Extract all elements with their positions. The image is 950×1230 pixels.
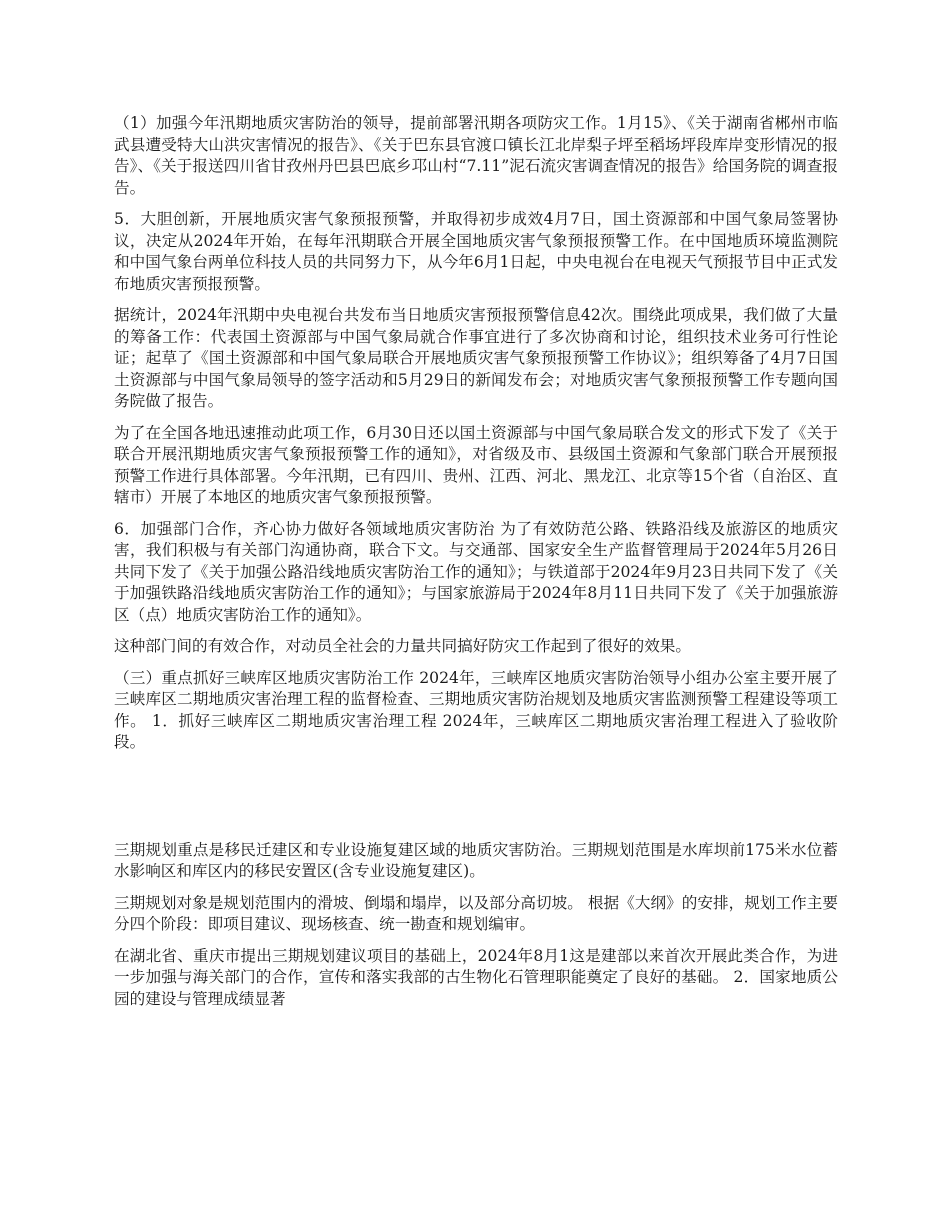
paragraph-cooperation-effect: 这种部门间的有效合作，对动员全社会的力量共同搞好防灾工作起到了很好的效果。 [114,637,691,655]
paragraph-statistics: 据统计，2024年汛期中央电视台共发布当日地质灾害预报预警信息42次。围绕此项成果，我们做了大量的筹备工作：代表国土资源部与中国气象局就合作事宜进行了多次协商和讨论，组织技术业务可行性论证；起草了《国土资源部和中国气象局联合开展地质灾害气象预报预警工作协议》；组织筹备了4月7日国土资源部与中国气象局领导的签字活动和5月29日的新闻发布会；对地质灾害气象预报预警工作专题向国务院做了报告。 [114,306,838,410]
paragraph-hubei-chongqing: 在湖北省、重庆市提出三期规划建议项目的基础上，2024年8月1这是建部以来首次开展此类合作，为进一步加强与海关部门的合作，宣传和落实我部的古生物化石管理职能奠定了良好的基础。 2．国家地质公园的建设与管理成绩显著 [114,946,838,1008]
paragraph-three-gorges: （三）重点抓好三峡库区地质灾害防治工作 2024年，三峡库区地质灾害防治领导小组办公室主要开展了三峡库区二期地质灾害治理工程的监督检查、三期地质灾害防治规划及地质灾害监测预警工程建设等项工作。 1．抓好三峡库区二期地质灾害治理工程 2024年，三峡库区二期地质灾害治理工程进入了验收阶段。 [114,668,838,751]
paragraph-flood-season-leadership: （1）加强今年汛期地质灾害防治的领导，提前部署汛期各项防灾工作。1月15》、《关于湖南省郴州市临武县遭受特大山洪灾害情况的报告》、《关于巴东县官渡口镇长江北岸梨子坪至稻场坪段库岸变形情况的报告》、《关于报送四川省甘孜州丹巴县巴底乡邛山村“7.11”泥石流灾害调查情况的报告》给国务院的调查报告。 [114,114,838,197]
paragraph-phase-three-focus: 三期规划重点是移民迁建区和专业设施复建区域的地质灾害防治。三期规划范围是水库坝前175米水位蓄水影响区和库区内的移民安置区(含专业设施复建区)。 [114,840,838,880]
paragraph-department-cooperation: 6．加强部门合作，齐心协力做好各领域地质灾害防治 为了有效防范公路、铁路沿线及旅游区的地质灾害，我们积极与有关部门沟通协商，联合下文。与交通部、国家安全生产监督管理局于2024年5月26日共同下发了《关于加强公路沿线地质灾害防治工作的通知》；与铁道部于2024年9月23日共同下发了《关于加强铁路沿线地质灾害防治工作的通知》；与国家旅游局于2024年8月11日共同下发了《关于加强旅游区（点）地质灾害防治工作的通知》。 [114,519,838,624]
document-body [114,113,838,1020]
paragraph-phase-three-objects: 三期规划对象是规划范围内的滑坡、倒塌和塌岸，以及部分高切坡。 根据《大纲》的安排，规划工作主要分四个阶段：即项目建议、现场核查、统一勘查和规划编审。 [114,893,838,933]
paragraph-nationwide-promotion: 为了在全国各地迅速推动此项工作，6月30日还以国土资源部与中国气象局联合发文的形式下发了《关于联合开展汛期地质灾害气象预报预警工作的通知》，对省级及市、县级国土资源和气象部门联合开展预报预警工作进行具体部署。今年汛期，已有四川、贵州、江西、河北、黑龙江、北京等15个省（自治区、直辖市）开展了本地区的地质灾害气象预报预警。 [114,423,838,506]
section-gap [114,764,838,840]
paragraph-weather-forecast-warning: 5．大胆创新，开展地质灾害气象预报预警，并取得初步成效4月7日，国土资源部和中国气象局签署协议，决定从2024年开始，在每年汛期联合开展全国地质灾害气象预报预警工作。在中国地质环境监测院和中国气象台两单位科技人员的共同努力下，从今年6月1日起，中央电视台在电视天气预报节目中正式发布地质灾害预报预警。 [114,210,838,293]
